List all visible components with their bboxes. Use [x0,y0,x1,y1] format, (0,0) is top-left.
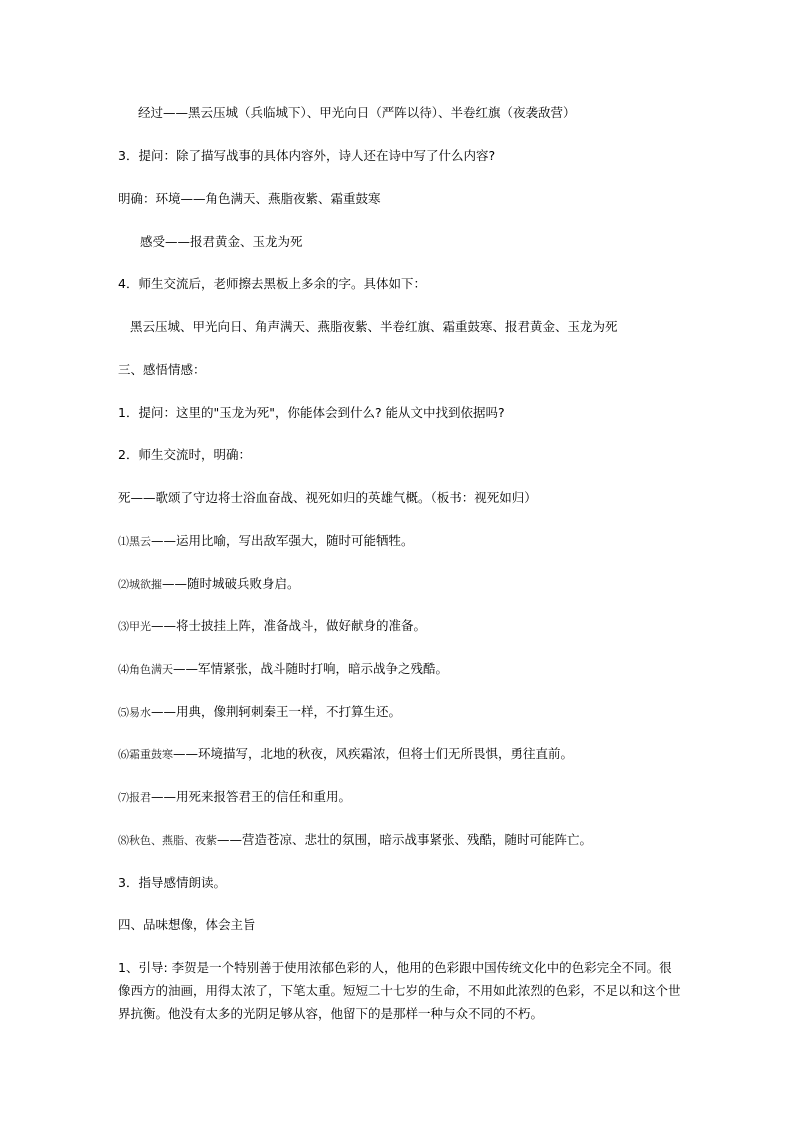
text-line: 死——歌颂了守边将士浴血奋战、视死如归的英雄气概。（板书：视死如归） [118,490,537,505]
list-item [118,832,592,849]
list-text: ——随时城破兵败身启。 [162,576,300,591]
list-marker: ⑶甲光 [118,620,151,633]
list-marker: ⑺报君 [118,791,151,804]
list-item [118,661,448,678]
paragraph: 1、引导: 李贺是一个特别善于使用浓郁色彩的人，他用的色彩跟中国传统文化中的色彩完全不同。很像西方的油画，用得太浓了，下笔太重。短短二十七岁的生命，不用如此浓烈的色彩，不足以和这个世界抗衡。他没有太多的光阴足够从容，他留下的是那样一种与众不同的不朽。 [118,960,681,1021]
section-heading: 四、品味想像，体会主旨 [118,917,256,932]
list-marker: ⑵城欲摧 [118,578,162,591]
text-line: 2．师生交流时，明确： [118,447,251,462]
text-line: 明确：环境——角色满天、燕脂夜紫、霜重鼓寒 [118,191,381,206]
text-line: 感受——报君黄金、玉龙为死 [140,234,303,249]
list-text: ——环境描写，北地的秋夜，风疾霜浓，但将士们无所畏惧，勇往直前。 [173,746,574,761]
list-item [118,576,300,593]
list-item [118,533,414,550]
list-marker: ⑴黑云 [118,535,151,548]
section-heading: 三、感悟情感： [118,362,206,377]
text-line: 1．提问：这里的"玉龙为死"，你能体会到什么? 能从文中找到依据吗? [118,405,505,420]
list-marker: ⑻秋色、燕脂、夜紫 [118,834,217,847]
list-text: ——军情紧张，战斗随时打响，暗示战争之残酷。 [173,661,449,676]
list-marker: ⑷角色满天 [118,663,173,676]
list-text: ——营造苍凉、悲壮的氛围，暗示战事紧张、残酷，随时可能阵亡。 [217,832,593,847]
list-item [118,746,573,763]
list-item [118,618,426,635]
list-marker: ⑹霜重鼓寒 [118,748,173,761]
text-line: 黑云压城、甲光向日、角声满天、燕脂夜紫、半卷红旗、霜重鼓寒、报君黄金、玉龙为死 [130,319,618,334]
list-text: ——将士披挂上阵，准备战斗，做好献身的准备。 [151,618,427,633]
list-text: ——运用比喻，写出敌军强大，随时可能牺牲。 [151,533,414,548]
text-line: 3．提问：除了描写战事的具体内容外，诗人还在诗中写了什么内容? [118,148,496,163]
list-text: ——用死来报答君王的信任和重用。 [151,789,352,804]
text-line: 4．师生交流后，老师擦去黑板上多余的字。具体如下： [118,276,426,291]
text-line: 3．指导感情朗读。 [118,875,226,890]
list-text: ——用典，像荆轲刺秦王一样，不打算生还。 [151,704,402,719]
text-line: 经过——黑云压城（兵临城下）、甲光向日（严阵以待）、半卷红旗（夜袭敌营） [138,105,576,120]
list-item [118,789,351,806]
list-marker: ⑸易水 [118,706,151,719]
list-item [118,704,401,721]
